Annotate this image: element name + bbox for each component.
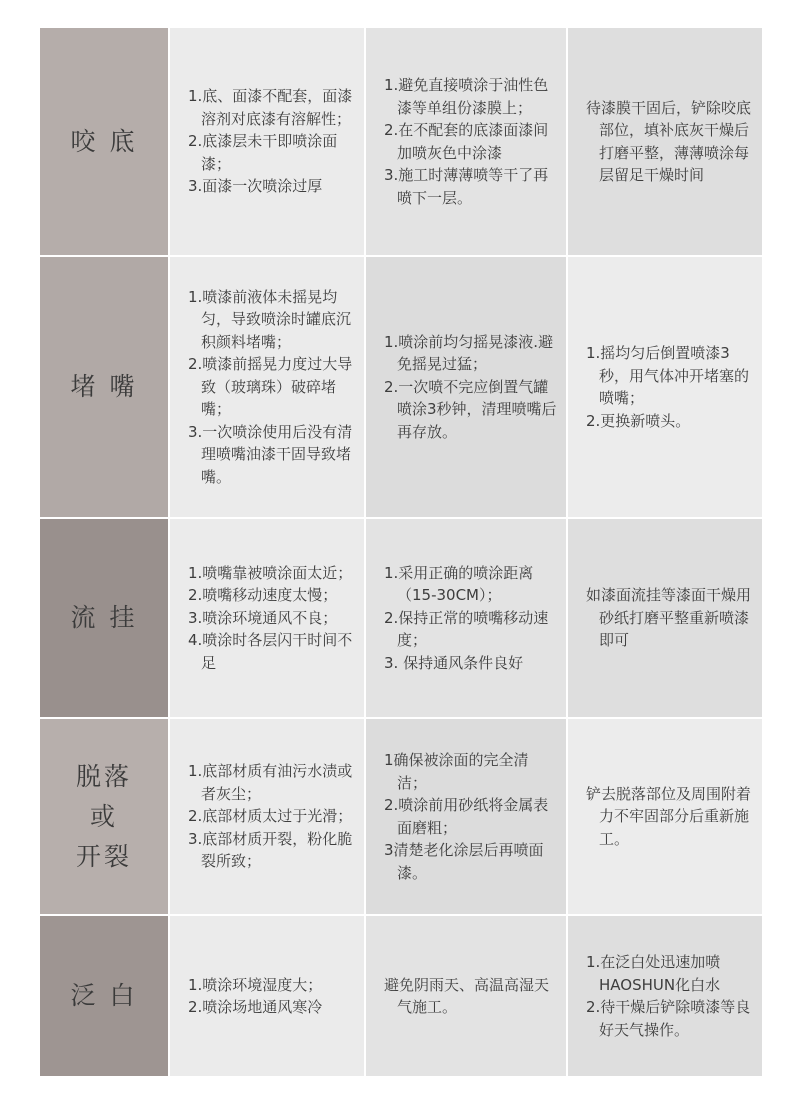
prevention-cell <box>366 916 566 1076</box>
list-item: 2.更换新喷头。 <box>586 411 691 430</box>
list-item: 2.底漆层未干即喷涂面漆； <box>188 132 338 173</box>
list-item: 3.底部材质开裂，粉化脆裂所致； <box>188 829 353 871</box>
causes-cell <box>170 719 364 914</box>
list-item: 4.喷涂时各层闪干时间不足 <box>188 631 353 672</box>
prevention-cell <box>366 719 566 914</box>
list-item: 1确保被涂面的完全清洁； <box>384 751 529 792</box>
list-item: 2.保持正常的喷嘴移动速度； <box>384 608 549 650</box>
list-item: 1.避免直接喷涂于油性色漆等单组份漆膜上； <box>384 76 549 117</box>
table-row <box>40 519 758 719</box>
list-item: 3.施工时薄薄喷等干了再喷下一层。 <box>384 166 549 207</box>
list-item: 2.底部材质太过于光滑； <box>188 807 353 826</box>
table-row <box>40 28 758 257</box>
table-row <box>40 916 758 1076</box>
list-item: 1.喷嘴靠被喷涂面太近； <box>188 563 353 582</box>
defect-label: 堵 嘴 <box>40 257 168 517</box>
table-row <box>40 257 758 519</box>
list-item: 2.在不配套的底漆面漆间加喷灰色中涂漆 <box>384 121 549 162</box>
defect-label: 脱落 或 开裂 <box>40 719 168 914</box>
list-item: 1.喷涂环境湿度大； <box>188 975 323 994</box>
list-item: 避免阴雨天、高温高湿天气施工。 <box>384 975 550 1016</box>
prevention-cell <box>366 519 566 717</box>
list-item: 1.底、面漆不配套，面漆溶剂对底漆有溶解性； <box>188 87 353 128</box>
list-item: 如漆面流挂等漆面干燥用砂纸打磨平整重新喷漆即可 <box>586 586 752 650</box>
list-item: 3.面漆一次喷涂过厚 <box>188 177 323 196</box>
list-item: 1.在泛白处迅速加喷HAOSHUN化白水 <box>586 953 721 994</box>
list-item: 3. 保持通风条件良好 <box>384 653 524 672</box>
prevention-cell <box>366 257 566 517</box>
list-item: 2.喷嘴移动速度太慢； <box>188 586 338 605</box>
list-item: 1.喷涂前均匀摇晃漆液.避免摇晃过猛； <box>384 332 554 374</box>
list-item: 1.喷漆前液体未摇晃均匀，导致喷涂时罐底沉积颜料堵嘴； <box>188 287 352 351</box>
remedy-cell <box>568 916 762 1076</box>
remedy-cell <box>568 257 762 517</box>
list-item: 铲去脱落部位及周围附着力不牢固部分后重新施工。 <box>586 784 752 848</box>
list-item: 3.喷涂环境通风不良； <box>188 608 338 627</box>
causes-cell <box>170 519 364 717</box>
defect-label: 流 挂 <box>40 519 168 717</box>
list-item: 2.喷漆前摇晃力度过大导致（玻璃珠）破碎堵嘴； <box>188 355 353 419</box>
defects-table <box>40 28 758 1076</box>
remedy-cell <box>568 519 762 717</box>
remedy-cell <box>568 719 762 914</box>
table-row <box>40 719 758 916</box>
list-item: 1.摇均匀后倒置喷漆3秒，用气体冲开堵塞的喷嘴； <box>586 344 750 407</box>
causes-cell <box>170 916 364 1076</box>
list-item: 2.一次喷不完应倒置气罐喷涂3秒钟，清理喷嘴后再存放。 <box>384 377 557 441</box>
defect-label: 泛 白 <box>40 916 168 1076</box>
causes-cell <box>170 28 364 255</box>
list-item: 2.喷涂前用砂纸将金属表面磨粗； <box>384 796 549 837</box>
list-item: 3.一次喷涂使用后没有清理喷嘴油漆干固导致堵嘴。 <box>188 422 353 486</box>
list-item: 2.喷涂场地通风寒冷 <box>188 998 323 1016</box>
causes-cell <box>170 257 364 517</box>
list-item: 待漆膜干固后，铲除咬底部位，填补底灰干燥后打磨平整，薄薄喷涂每层留足干燥时间 <box>586 98 752 184</box>
list-item: 1.底部材质有油污水渍或者灰尘； <box>188 762 353 803</box>
list-item: 3清楚老化涂层后再喷面漆。 <box>384 841 544 882</box>
defect-label: 咬 底 <box>40 28 168 255</box>
list-item: 2.待干燥后铲除喷漆等良好天气操作。 <box>586 998 751 1039</box>
list-item: 1.采用正确的喷涂距离（15-30CM）； <box>384 563 534 605</box>
remedy-cell <box>568 28 762 255</box>
prevention-cell <box>366 28 566 255</box>
